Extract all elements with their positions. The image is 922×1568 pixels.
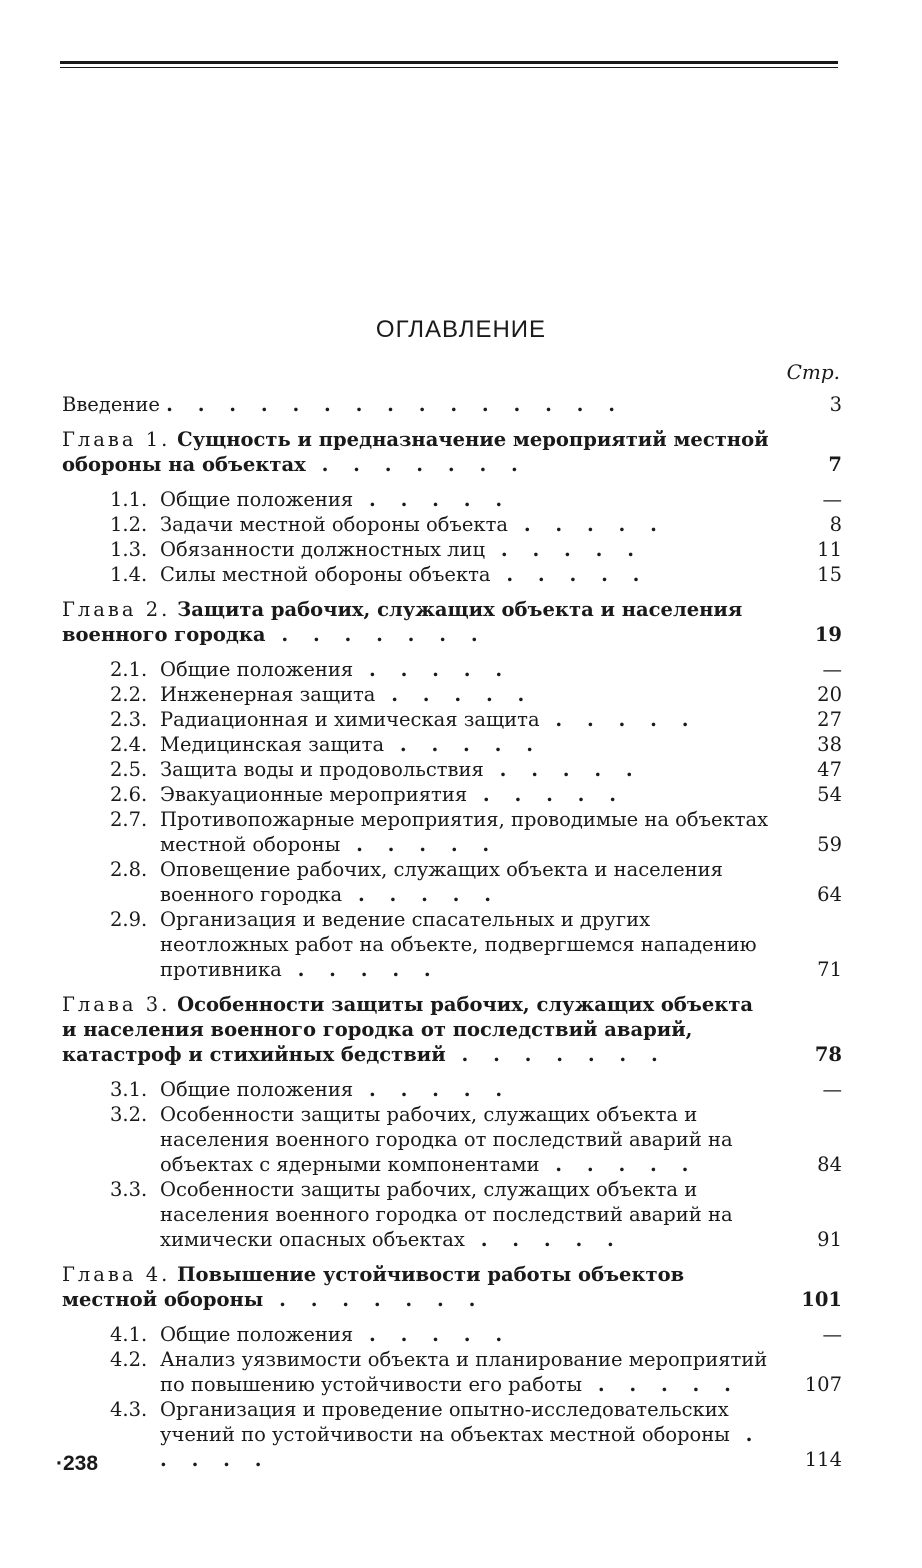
chapter-label: Глава 1. bbox=[62, 428, 171, 451]
section-number: 2.5. bbox=[110, 758, 148, 781]
toc-entry-intro[interactable] bbox=[62, 392, 842, 417]
toc-entry-page: 91 bbox=[817, 1228, 842, 1251]
leader-dots: . . . . . bbox=[384, 733, 542, 756]
section-number: 2.4. bbox=[110, 733, 148, 756]
section-title: Анализ уязвимости объекта и планирование мероприятий по повышению устойчивости его работы bbox=[160, 1348, 768, 1396]
leader-dots: . . . . . bbox=[464, 1228, 623, 1251]
leader-dots: . . . . . bbox=[582, 1373, 740, 1396]
toc-entry-page: 20 bbox=[817, 683, 842, 706]
section-title: Задачи местной обороны объекта bbox=[160, 513, 509, 536]
section-number: 4.3. bbox=[110, 1398, 148, 1421]
leader-dots: . . . . . bbox=[485, 538, 643, 561]
toc-entry-page: 27 bbox=[817, 708, 842, 731]
toc-section[interactable] bbox=[110, 907, 842, 982]
chapter-title: Особенности защиты рабочих, служащих объекта и населения военного городка от последствий аварий, катастроф и стихийных бедствий bbox=[62, 993, 754, 1066]
section-title: Особенности защиты рабочих, служащих объекта и населения военного городка от последствий аварий на объектах с ядерными компонентами bbox=[160, 1103, 733, 1176]
section-title-wrap bbox=[160, 707, 770, 732]
leader-dots: . . . . . bbox=[342, 883, 501, 906]
section-title: Общие положения bbox=[160, 1323, 354, 1346]
toc-section[interactable] bbox=[110, 807, 842, 857]
section-title: Эвакуационные мероприятия bbox=[160, 783, 468, 806]
toc-entry-page: 15 bbox=[817, 563, 842, 586]
toc-entry-page: 54 bbox=[817, 783, 842, 806]
toc-section[interactable] bbox=[110, 537, 842, 562]
leader-dots: . . . . . . . bbox=[445, 1043, 667, 1066]
toc-chapter[interactable] bbox=[62, 992, 842, 1067]
chapter-title: Защита рабочих, служащих объекта и населения военного городка bbox=[62, 598, 743, 646]
section-number: 2.1. bbox=[110, 658, 148, 681]
section-number: 3.3. bbox=[110, 1178, 148, 1201]
section-number: 2.6. bbox=[110, 783, 148, 806]
toc-entry-page: 11 bbox=[817, 538, 842, 561]
toc-section[interactable] bbox=[110, 1077, 842, 1102]
toc-section[interactable] bbox=[110, 757, 842, 782]
toc-entry-page: 19 bbox=[814, 623, 842, 646]
leader-dots: . . . . . bbox=[353, 658, 512, 681]
section-title-wrap bbox=[160, 1077, 770, 1102]
toc-chapter[interactable] bbox=[62, 1262, 842, 1312]
leader-dots: . . . . . bbox=[281, 958, 440, 981]
leader-dots: . . . . . bbox=[483, 758, 642, 781]
section-title-wrap bbox=[160, 1347, 770, 1397]
section-number: 4.2. bbox=[110, 1348, 148, 1371]
toc-entry-page: 107 bbox=[804, 1373, 842, 1396]
section-title-wrap bbox=[160, 537, 770, 562]
top-rule bbox=[60, 61, 838, 64]
leader-dots: . . . . . bbox=[340, 833, 499, 856]
leader-dots: . . . . . bbox=[539, 708, 698, 731]
toc-section[interactable] bbox=[110, 487, 842, 512]
toc-entry-page: 64 bbox=[817, 883, 842, 906]
leader-dots: . . . . . . . . . . . . . . . bbox=[166, 393, 625, 416]
toc-entry-page: 84 bbox=[817, 1153, 842, 1176]
section-title: Инженерная защита bbox=[160, 683, 376, 706]
section-title: Силы местной обороны объекта bbox=[160, 563, 491, 586]
section-number: 2.9. bbox=[110, 908, 148, 931]
section-title-wrap bbox=[160, 682, 770, 707]
toc-entry-page: 8 bbox=[829, 513, 842, 536]
spacer bbox=[62, 1312, 842, 1322]
toc-section[interactable] bbox=[110, 857, 842, 907]
toc-section[interactable] bbox=[110, 682, 842, 707]
section-title: Общие положения bbox=[160, 488, 354, 511]
section-title: Медицинская защита bbox=[160, 733, 385, 756]
toc-entry-page: — bbox=[822, 658, 842, 681]
section-title: Защита воды и продовольствия bbox=[160, 758, 484, 781]
leader-dots: . . . . . bbox=[353, 1323, 512, 1346]
toc-entry-page: 59 bbox=[817, 833, 842, 856]
toc-section[interactable] bbox=[110, 732, 842, 757]
leader-dots: . . . . . . . bbox=[263, 1288, 485, 1311]
section-title-wrap bbox=[160, 657, 770, 682]
toc-section[interactable] bbox=[110, 1347, 842, 1397]
section-number: 2.8. bbox=[110, 858, 148, 881]
toc-section[interactable] bbox=[110, 707, 842, 732]
section-title-wrap bbox=[160, 1397, 770, 1472]
section-title: Особенности защиты рабочих, служащих объекта и населения военного городка от последствий аварий на химически опасных объектах bbox=[160, 1178, 733, 1251]
toc-entry-page: 7 bbox=[828, 453, 842, 476]
page-column-header: Стр. bbox=[786, 360, 840, 384]
toc-entry-page: 71 bbox=[817, 958, 842, 981]
chapter-list bbox=[62, 427, 842, 1472]
leader-dots: . . . . . bbox=[467, 783, 626, 806]
toc-entry-page: 78 bbox=[814, 1043, 842, 1066]
chapter-label: Глава 4. bbox=[62, 1263, 171, 1286]
section-title: Противопожарные мероприятия, проводимые на объектах местной обороны bbox=[160, 808, 769, 856]
section-title-wrap bbox=[160, 757, 770, 782]
toc-section[interactable] bbox=[110, 1397, 842, 1472]
toc-entry-page: — bbox=[822, 1078, 842, 1101]
toc-entry-page: 114 bbox=[804, 1448, 842, 1471]
section-title-wrap bbox=[160, 1102, 770, 1177]
leader-dots: . . . . . bbox=[353, 1078, 512, 1101]
section-title: Оповещение рабочих, служащих объекта и населения военного городка bbox=[160, 858, 723, 906]
section-title-wrap bbox=[160, 512, 770, 537]
section-title-wrap bbox=[160, 907, 770, 982]
section-title: Обязанности должностных лиц bbox=[160, 538, 486, 561]
section-number: 3.1. bbox=[110, 1078, 148, 1101]
toc-section[interactable] bbox=[110, 1322, 842, 1347]
page-title: ОГЛАВЛЕНИЕ bbox=[375, 316, 547, 343]
section-number: 2.2. bbox=[110, 683, 148, 706]
section-number: 3.2. bbox=[110, 1103, 148, 1126]
chapter-title: Сущность и предназначение мероприятий местной обороны на объектах bbox=[62, 428, 769, 476]
section-title-wrap bbox=[160, 857, 770, 907]
section-title-wrap bbox=[160, 782, 770, 807]
section-title-wrap bbox=[160, 1177, 770, 1252]
toc-entry-page: — bbox=[822, 488, 842, 511]
spacer bbox=[62, 647, 842, 657]
toc-section[interactable] bbox=[110, 782, 842, 807]
leader-dots: . . . . . bbox=[508, 513, 666, 536]
toc-entry-text: Введение bbox=[62, 393, 160, 416]
toc-chapter[interactable] bbox=[62, 597, 842, 647]
section-title: Радиационная и химическая защита bbox=[160, 708, 540, 731]
section-title: Организация и ведение спасательных и других неотложных работ на объекте, подвергшемся нападению противника bbox=[160, 908, 757, 981]
section-number: 1.3. bbox=[110, 538, 148, 561]
leader-dots: . . . . . . . bbox=[265, 623, 487, 646]
chapter-label: Глава 2. bbox=[62, 598, 171, 621]
toc-section[interactable] bbox=[110, 1177, 842, 1252]
spacer bbox=[62, 477, 842, 487]
leader-dots: . . . . . bbox=[375, 683, 534, 706]
toc-section[interactable] bbox=[110, 657, 842, 682]
section-title: Организация и проведение опытно-исследовательских учений по устойчивости на объектах местной обороны bbox=[160, 1398, 730, 1446]
section-number: 2.7. bbox=[110, 808, 148, 831]
toc-entry-page: 47 bbox=[817, 758, 842, 781]
section-number: 2.3. bbox=[110, 708, 148, 731]
toc-entry-page: 38 bbox=[817, 733, 842, 756]
toc-section[interactable] bbox=[110, 1102, 842, 1177]
section-number: 1.4. bbox=[110, 563, 148, 586]
toc-chapter[interactable] bbox=[62, 427, 842, 477]
section-title-wrap bbox=[160, 732, 770, 757]
leader-dots: . . . . . bbox=[353, 488, 512, 511]
section-title-wrap bbox=[160, 807, 770, 857]
section-number: 4.1. bbox=[110, 1323, 148, 1346]
top-rule-thin bbox=[60, 67, 838, 68]
section-title-wrap bbox=[160, 487, 770, 512]
table-of-contents bbox=[62, 392, 842, 1472]
toc-entry-page: 3 bbox=[829, 393, 842, 416]
section-number: 1.1. bbox=[110, 488, 148, 511]
spacer bbox=[62, 1067, 842, 1077]
section-title-wrap bbox=[160, 1322, 770, 1347]
section-number: 1.2. bbox=[110, 513, 148, 536]
chapter-title: Повышение устойчивости работы объектов местной обороны bbox=[62, 1263, 685, 1311]
toc-section[interactable] bbox=[110, 512, 842, 537]
section-title: Общие положения bbox=[160, 1078, 354, 1101]
chapter-label: Глава 3. bbox=[62, 993, 171, 1016]
section-title: Общие положения bbox=[160, 658, 354, 681]
page-number: ·238 bbox=[56, 1452, 99, 1475]
leader-dots: . . . . . bbox=[160, 1423, 762, 1471]
section-title-wrap bbox=[160, 562, 770, 587]
toc-section[interactable] bbox=[110, 562, 842, 587]
leader-dots: . . . . . . . bbox=[305, 453, 527, 476]
toc-entry-page: — bbox=[822, 1323, 842, 1346]
leader-dots: . . . . . bbox=[490, 563, 649, 586]
leader-dots: . . . . . bbox=[539, 1153, 698, 1176]
toc-entry-page: 101 bbox=[801, 1288, 842, 1311]
